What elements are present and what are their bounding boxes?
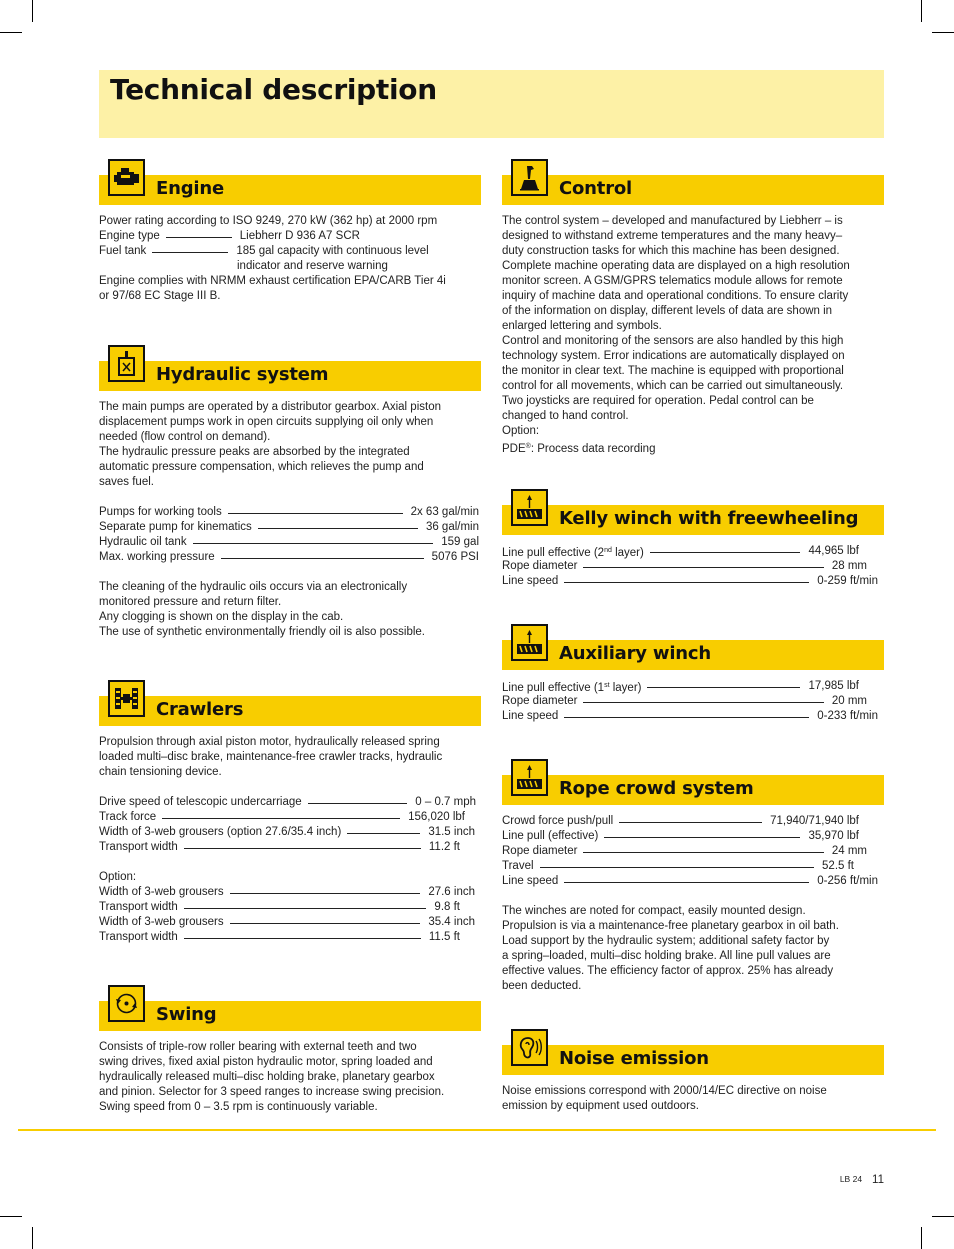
spec-row: Line speed 0-233 ft/min	[502, 710, 878, 722]
engine-compliance: Engine complies with NRMM exhaust certification EPA/CARB Tier 4i	[99, 275, 446, 287]
section-heading: Noise emission	[559, 1048, 709, 1069]
spec-row: Line pull effective (2nd layer) 44,965 lbf	[502, 545, 859, 559]
engine-icon	[108, 159, 145, 196]
swing-rotation-icon	[108, 985, 145, 1022]
spec-row: Engine type Liebherr D 936 A7 SCR	[99, 230, 360, 242]
spec-row: Transport width 9.8 ft	[99, 901, 460, 913]
section-control: Control The control system – developed and manufactured by Liebherr – is designed to withstand extreme temperatures and the many heavy– duty construction tasks for which this machine has been designed. Complete machine operating data are displayed on a high resolution monitor screen. A GSM/GPRS telematics module allows for remote inquiry of machine data and operational conditions. To ensure clarity of the information on display, different levels of data are shown in enlarged lettering and symbols. Control and monitoring of the sensors are also handled by this high technology system. Error indications are automatically displayed on the monitor in clear text. The machine is equipped with proportional control for all movements, which can be carried out simultaneously. Two joysticks are required for operation. Pedal control can be changed to hand control. Option: PDE®: Process data recording	[502, 159, 884, 457]
spec-row: Pumps for working tools 2x 63 gal/min	[99, 506, 479, 518]
engine-intro: Power rating according to ISO 9249, 270 kW (362 hp) at 2000 rpm	[99, 215, 438, 227]
page-footer	[840, 1174, 884, 1186]
crop-mark	[921, 1227, 922, 1249]
section-heading: Control	[559, 178, 633, 199]
engine-compliance: or 97/68 EC Stage III B.	[99, 290, 221, 302]
crop-mark	[0, 32, 22, 33]
spec-row: Width of 3-web grousers 27.6 inch	[99, 886, 475, 898]
section-heading: Engine	[156, 178, 224, 199]
winch-icon	[511, 489, 548, 526]
model-label: LB 24	[839, 1174, 863, 1184]
page-number: 11	[872, 1174, 884, 1186]
winch-icon	[511, 759, 548, 796]
section-heading: Hydraulic system	[156, 364, 329, 385]
section-heading: Crawlers	[156, 699, 244, 720]
spec-row: Track force 156,020 lbf	[99, 811, 465, 823]
spec-row: Transport width 11.5 ft	[99, 931, 460, 943]
pde-line: PDE®: Process data recording	[502, 443, 656, 455]
crop-mark	[32, 1227, 33, 1249]
crop-mark	[32, 0, 33, 22]
crop-mark	[0, 1216, 22, 1217]
crop-mark	[932, 1216, 954, 1217]
winch-icon	[511, 624, 548, 661]
spec-row: Width of 3-web grousers (option 27.6/35.4 inch) 31.5 inch	[99, 826, 475, 838]
spec-row: Width of 3-web grousers 35.4 inch	[99, 916, 475, 928]
spec-row: Drive speed of telescopic undercarriage 0 – 0.7 mph	[99, 796, 476, 808]
section-rope-crowd: Rope crowd system Crowd force push/pull 71,940/71,940 lbf Line pull (effective) 35,970 lbf Rope diameter 24 mm Travel 52.5 ft Line speed 0-256 ft/min The winches are noted for compact, easily mounted design. Propulsion is via a maintenance-free planetary gearbox in oil bath. Load support by the hydraulic system; additional safety factor by a spring–loaded, multi–disc holding brake. All line pull values are effective values. The efficiency factor of approx. 25% has already been deducted.	[502, 759, 884, 994]
crop-mark	[932, 32, 954, 33]
section-heading: Swing	[156, 1004, 217, 1025]
spec-row: Hydraulic oil tank 159 gal	[99, 536, 479, 548]
spec-row: Line speed 0-259 ft/min	[502, 575, 878, 587]
section-heading: Kelly winch with freewheeling	[559, 508, 859, 529]
fuel-tank-note: indicator and reserve warning	[237, 260, 388, 272]
title-band	[99, 70, 884, 138]
spec-row: Crowd force push/pull 71,940/71,940 lbf	[502, 815, 859, 827]
spec-row: Line pull effective (1st layer) 17,985 lbf	[502, 680, 859, 694]
section-auxiliary-winch	[502, 624, 884, 724]
spec-row: Max. working pressure 5076 PSI	[99, 551, 479, 563]
section-hydraulic: Hydraulic system The main pumps are operated by a distributor gearbox. Axial piston displacement pumps work in open circuits supplying oil only when needed (flow control on demand). The hydraulic pressure peaks are absorbed by the integrated automatic pressure compensation, which relieves the pump and saves fuel. Pumps for working tools 2x 63 gal/min Separate pump for kinematics 36 gal/min Hydraulic oil tank 159 gal Max. working pressure 5076 PSI The cleaning of the hydraulic oils occurs via an electronically monitored pressure and return filter. Any clogging is shown on the display in the cab. The use of synthetic environmentally friendly oil is also possible.	[99, 345, 481, 640]
crawler-track-icon	[108, 680, 145, 717]
spec-row: Travel 52.5 ft	[502, 860, 854, 872]
spec-row: Rope diameter 20 mm	[502, 695, 867, 707]
spec-row: Separate pump for kinematics 36 gal/min	[99, 521, 479, 533]
section-engine	[99, 159, 481, 304]
spec-row: Rope diameter 24 mm	[502, 845, 867, 857]
crop-mark	[921, 0, 922, 22]
spec-row: Fuel tank 185 gal capacity with continuous level	[99, 245, 429, 257]
spec-row: Rope diameter 28 mm	[502, 560, 867, 572]
section-heading: Auxiliary winch	[559, 643, 711, 664]
spec-row: Line pull (effective) 35,970 lbf	[502, 830, 859, 842]
spec-row: Line speed 0-256 ft/min	[502, 875, 878, 887]
section-crawlers: Crawlers Propulsion through axial piston motor, hydraulically released spring loaded multi–disc brake, maintenance-free crawler tracks, hydraulic chain tensioning device. Drive speed of telescopic undercarriage 0 – 0.7 mph Track force 156,020 lbf Width of 3-web grousers (option 27.6/35.4 inch) 31.5 inch Transport width 11.2 ft Option: Width of 3-web grousers 27.6 inch Transport width 9.8 ft Width of 3-web grousers 35.4 inch Transport width 11.5 ft	[99, 680, 481, 945]
ear-icon	[511, 1029, 548, 1066]
section-noise-emission: Noise emission Noise emissions correspond with 2000/14/EC directive on noise emission by equipment used outdoors.	[502, 1029, 884, 1114]
page-title: Technical description	[110, 73, 437, 106]
section-heading: Rope crowd system	[559, 778, 754, 799]
spec-row: Transport width 11.2 ft	[99, 841, 460, 853]
hydraulic-cylinder-icon	[108, 345, 145, 382]
section-kelly-winch	[502, 489, 884, 589]
section-swing: Swing Consists of triple-row roller bearing with external teeth and two swing drives, fixed axial piston hydraulic motor, spring loaded and hydraulically released multi–disc holding brake, planetary gearbox and pinion. Selector for 3 speed ranges to increase swing precision. Swing speed from 0 – 3.5 rpm is continuously variable.	[99, 985, 481, 1115]
joystick-icon	[511, 159, 548, 196]
footer-rule	[18, 1129, 936, 1131]
